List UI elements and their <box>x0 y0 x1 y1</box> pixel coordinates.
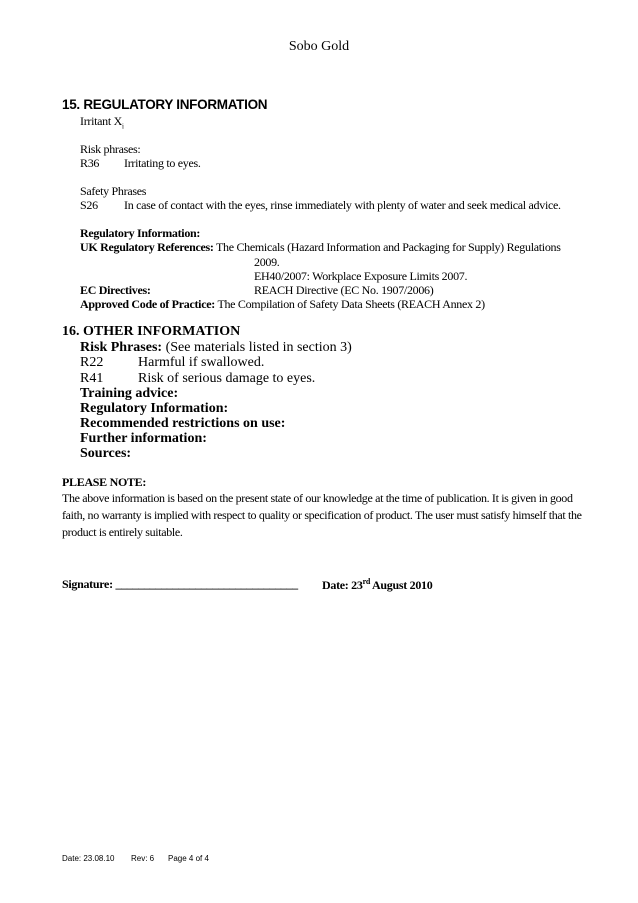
ec-directives-label: EC Directives: <box>80 283 151 297</box>
date-suffix: August 2010 <box>370 578 433 592</box>
safety-code-s26: S26 <box>80 198 98 212</box>
risk-code-r36: R36 <box>80 156 100 170</box>
safety-phrases-label: Safety Phrases <box>80 184 147 198</box>
irritant-subscript: i <box>121 122 124 131</box>
signature-line: Signature: ________________________________ <box>62 577 298 591</box>
signature-date <box>322 577 432 593</box>
regulatory-information-16-label: Regulatory Information: <box>80 401 229 416</box>
irritant-line <box>80 114 124 130</box>
risk-text-r22: Harmful if swallowed. <box>138 355 265 370</box>
risk-phrases-label: Risk phrases: <box>80 142 141 156</box>
safety-text-s26: In case of contact with the eyes, rinse immediately with plenty of water and seek medical advice. <box>124 198 561 212</box>
approved-code-label: Approved Code of Practice: <box>80 297 215 311</box>
training-advice-label: Training advice: <box>80 386 179 401</box>
ec-directives-text: REACH Directive (EC No. 1907/2006) <box>254 283 434 297</box>
risk-code-r41: R41 <box>80 371 104 386</box>
page-header-title: Sobo Gold <box>288 39 350 54</box>
risk-code-r22: R22 <box>80 355 104 370</box>
approved-code-text: The Compilation of Safety Data Sheets (REACH Annex 2) <box>217 297 485 311</box>
uk-regulatory-references-label: UK Regulatory References: <box>80 240 214 254</box>
footer-page-number: Page 4 of 4 <box>168 854 209 863</box>
uk-regulatory-text-line-1: The Chemicals (Hazard Information and Packaging for Supply) Regulations <box>216 240 561 254</box>
risk-phrases-line <box>80 340 352 356</box>
uk-regulatory-text-line-3: EH40/2007: Workplace Exposure Limits 2007. <box>254 269 468 283</box>
please-note-text: The above information is based on the present state of our knowledge at the time of publication. It is given in good faith, no warranty is implied with respect to quality or specification of product. The user must satisfy himself that the product is entirely suitable. <box>62 491 582 539</box>
further-information-label: Further information: <box>80 431 207 446</box>
footer-date: Date: 23.08.10 <box>62 854 115 863</box>
risk-phrases-bold-label: Risk Phrases: <box>80 340 163 355</box>
uk-regulatory-text-line-2: 2009. <box>254 255 280 269</box>
footer-revision: Rev: 6 <box>131 854 155 863</box>
risk-text-r36: Irritating to eyes. <box>124 156 201 170</box>
risk-phrases-note: (See materials listed in section 3) <box>165 340 352 355</box>
date-prefix: Date: 23 <box>322 578 363 592</box>
section-15-heading: 15. REGULATORY INFORMATION <box>62 97 268 112</box>
sources-label: Sources: <box>80 446 132 461</box>
please-note-heading: PLEASE NOTE: <box>62 475 147 489</box>
regulatory-information-label: Regulatory Information: <box>80 226 201 240</box>
approved-code-line <box>80 297 485 312</box>
irritant-label: Irritant X <box>80 114 122 128</box>
recommended-restrictions-label: Recommended restrictions on use: <box>80 416 286 431</box>
date-ordinal-suffix: rd <box>362 577 370 586</box>
risk-text-r41: Risk of serious damage to eyes. <box>138 371 316 386</box>
section-16-heading: 16. OTHER INFORMATION <box>62 324 241 339</box>
